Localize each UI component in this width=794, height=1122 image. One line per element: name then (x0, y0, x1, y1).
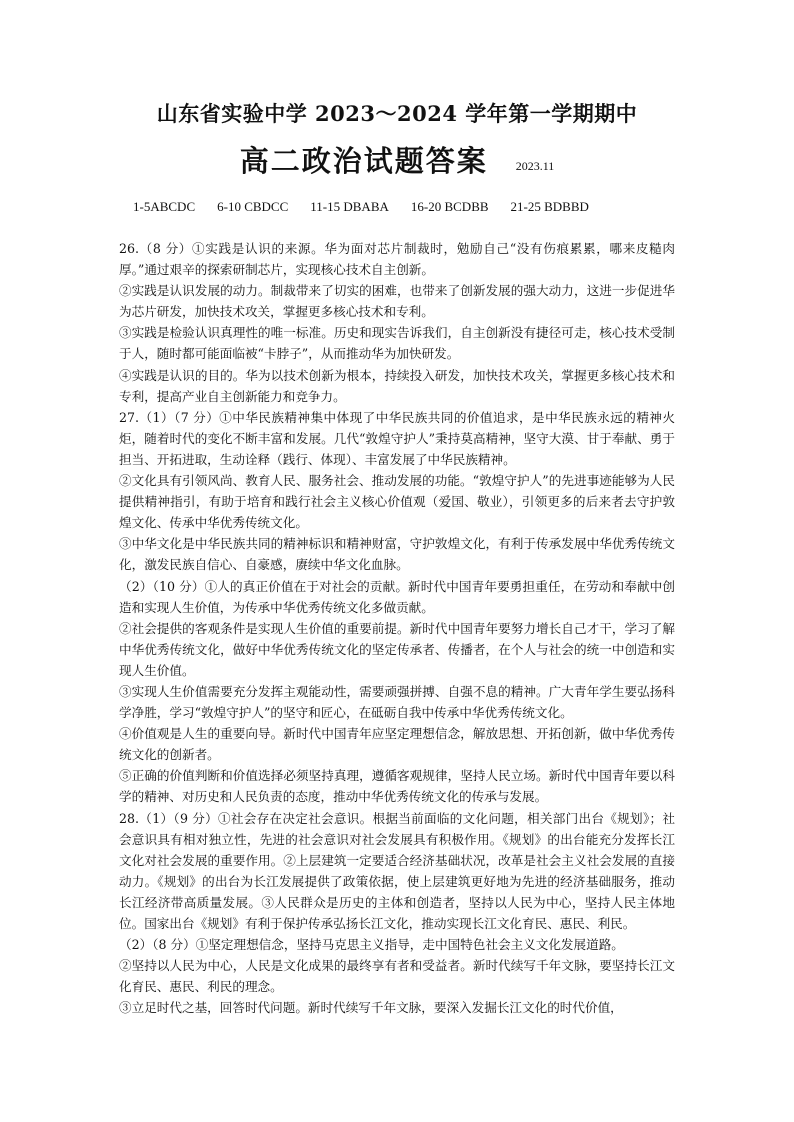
answer-paragraph: ④价值观是人生的重要向导。新时代中国青年应坚定理想信念，解放思想、开拓创新，做中华优秀传统文化的创新者。 (119, 726, 675, 763)
answer-paragraph: ③实现人生价值需要充分发挥主观能动性，需要顽强拼搏、自强不息的精神。广大青年学生要弘扬科学净胜，学习“敦煌守护人”的坚守和匠心，在砥砺自我中传承中华优秀传统文化。 (119, 683, 675, 721)
answer-paragraph: ②社会提供的客观条件是实现人生价值的重要前提。新时代中国青年要努力增长自己才干，学习了解中华优秀传统文化，做好中华优秀传统文化的坚定传承者、传播者，在个人与社会的统一中创造和实现人生价值。 (119, 620, 675, 678)
answer-sheet-title: 高二政治试题答案 (239, 144, 488, 178)
answer-paragraph: ⑤正确的价值判断和价值选择必须坚持真理，遵循客观规律，坚持人民立场。新时代中国青年要以科学的精神、对历史和人民负责的态度，推动中华优秀传统文化的传承与发展。 (119, 768, 675, 805)
choice-answer-group: 21-25 BDBBD (510, 199, 589, 214)
subtitle-row (0, 139, 794, 180)
answer-paragraph: （2）（10 分）①人的真正价值在于对社会的贡献。新时代中国青年要勇担重任，在劳动和奉献中创造和实现人生价值，为传承中华优秀传统文化多做贡献。 (119, 578, 675, 615)
answer-paragraph: 27.（1）（7 分）①中华民族精神集中体现了中华民族共同的价值追求，是中华民族永远的精神火炬，随着时代的变化不断丰富和发展。几代“敦煌守护人”秉持莫高精神，坚守大漠、甘于奉献、勇于担当、开拓进取，生动诠释（践行、体现）、丰富发展了中华民族精神。 (119, 409, 675, 467)
choice-answer-group: 6-10 CBDCC (217, 199, 289, 214)
choice-answer-group: 1-5ABCDC (133, 199, 196, 214)
answer-paragraph: ③实践是检验认识真理性的唯一标准。历史和现实告诉我们，自主创新没有捷径可走，核心技术受制于人，随时都可能面临被“卡脖子”，从而推动华为加快研发。 (119, 325, 675, 362)
answer-paragraph: ③中华文化是中华民族共同的精神标识和精神财富，守护敦煌文化，有利于传承发展中华优秀传统文化，激发民族自信心、自豪感，赓续中华文化血脉。 (119, 536, 675, 573)
choice-answers-line (133, 199, 611, 215)
choice-answer-group: 16-20 BCDBB (410, 199, 489, 214)
answer-paragraph: ③立足时代之基，回答时代问题。新时代续写千年文脉，要深入发掘长江文化的时代价值， (119, 1000, 623, 1016)
choice-answer-group: 11-15 DBABA (310, 199, 389, 214)
exam-title: 山东省实验中学 2023～2024 学年第一学期期中 (156, 101, 638, 126)
answer-paragraph: ②坚持以人民为中心，人民是文化成果的最终享有者和受益者。新时代续写千年文脉，要坚持长江文化育民、惠民、利民的理念。 (119, 958, 675, 995)
answer-paragraph: 28.（1）（9 分）①社会存在决定社会意识。根据当前面临的文化问题，相关部门出台《规划》；社会意识具有相对独立性，先进的社会意识对社会发展具有积极作用。《规划》的出台能充分发挥长江文化对社会发展的重要作用。②上层建筑一定要适合经济基础状况，改革是社会主义社会发展的直接动力。《规划》的出台为长江发展提供了政策依据，使上层建筑更好地为先进的经济基础服务，推动长江经济带高质量发展。③人民群众是历史的主体和创造者，坚持以人民为中心，坚持人民主体地位。国家出台《规划》有利于保护传承弘扬长江文化，推动实现长江文化育民、惠民、利民。 (119, 810, 675, 931)
answer-paragraph: ④实践是认识的目的。华为以技术创新为根本，持续投入研发，加快技术攻关，掌握更多核心技术和专利，提高产业自主创新能力和竞争力。 (119, 367, 675, 404)
answer-paragraph: 26.（8 分）①实践是认识的来源。华为面对芯片制裁时，勉励自己“没有伤痕累累，哪来皮糙肉厚。”通过艰辛的探索研制芯片，实现核心技术自主创新。 (119, 241, 675, 278)
answer-paragraph: ②实践是认识发展的动力。制裁带来了切实的困难，也带来了创新发展的强大动力，这进一步促进华为芯片研发，加快技术攻关，掌握更多核心技术和专利。 (119, 283, 675, 320)
answer-body (119, 238, 675, 1018)
answer-paragraph: （2）（8 分）①坚定理想信念，坚持马克思主义指导，走中国特色社会主义文化发展道路。 (119, 937, 624, 953)
answer-paragraph: ②文化具有引领风尚、教育人民、服务社会、推动发展的功能。“敦煌守护人”的先进事迹能够为人民提供精神指引，有助于培育和践行社会主义核心价值观（爱国、敬业），引领更多的后来者去守护敦煌文化、传承中华优秀传统文化。 (119, 473, 675, 531)
exam-date: 2023.11 (515, 159, 555, 173)
